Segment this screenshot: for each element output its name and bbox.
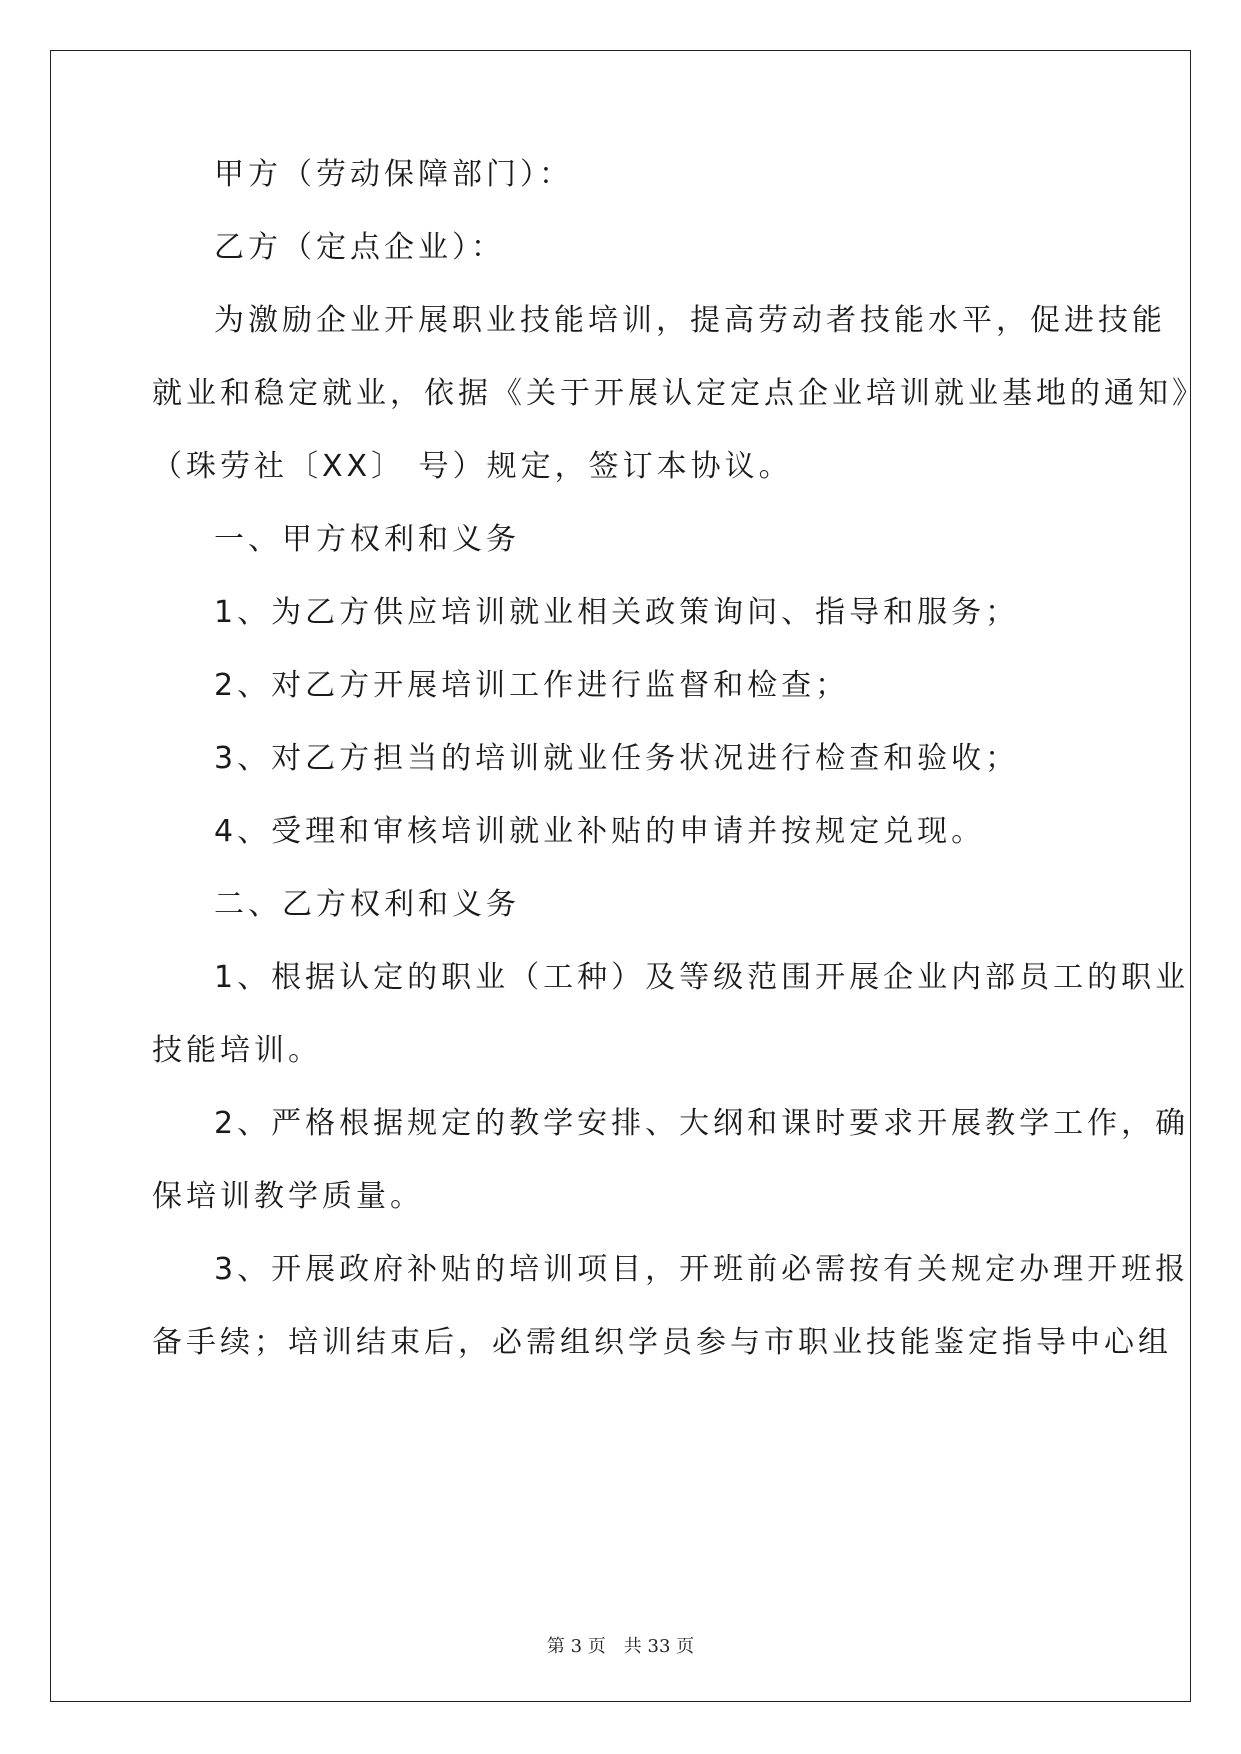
list-item: 4、受理和审核培训就业补贴的申请并按规定兑现。 (214, 814, 986, 849)
list-item: 2、严格根据规定的教学安排、大纲和课时要求开展教学工作，确 (214, 1106, 1190, 1141)
party-b-line: 乙方（定点企业）： (214, 230, 505, 265)
total-pages: 共 33 页 (623, 1636, 695, 1657)
list-item: 1、为乙方供应培训就业相关政策询问、指导和服务； (214, 595, 1020, 630)
list-item: 3、对乙方担当的培训就业任务状况进行检查和验收； (214, 741, 1020, 776)
paragraph-line: （珠劳社〔XX〕 号）规定，签订本协议。 (152, 449, 793, 484)
page-footer (0, 1635, 1241, 1659)
list-item-continuation: 保培训教学质量。 (152, 1179, 424, 1214)
page-border (50, 50, 1191, 1702)
list-item: 1、根据认定的职业（工种）及等级范围开展企业内部员工的职业 (214, 960, 1190, 995)
section-heading: 一、甲方权利和义务 (214, 522, 520, 557)
list-item: 3、开展政府补贴的培训项目，开班前必需按有关规定办理开班报 (214, 1252, 1190, 1287)
paragraph-line: 就业和稳定就业，依据《关于开展认定定点企业培训就业基地的通知》 (152, 376, 1206, 411)
section-heading: 二、乙方权利和义务 (214, 887, 520, 922)
list-item-continuation: 技能培训。 (152, 1033, 322, 1068)
list-item: 2、对乙方开展培训工作进行监督和检查； (214, 668, 850, 703)
list-item-continuation: 备手续；培训结束后，必需组织学员参与市职业技能鉴定指导中心组 (152, 1325, 1172, 1360)
page-number: 第 3 页 (546, 1636, 606, 1657)
paragraph-line: 为激励企业开展职业技能培训，提高劳动者技能水平，促进技能 (214, 303, 1166, 338)
party-a-line: 甲方（劳动保障部门）： (214, 157, 573, 192)
